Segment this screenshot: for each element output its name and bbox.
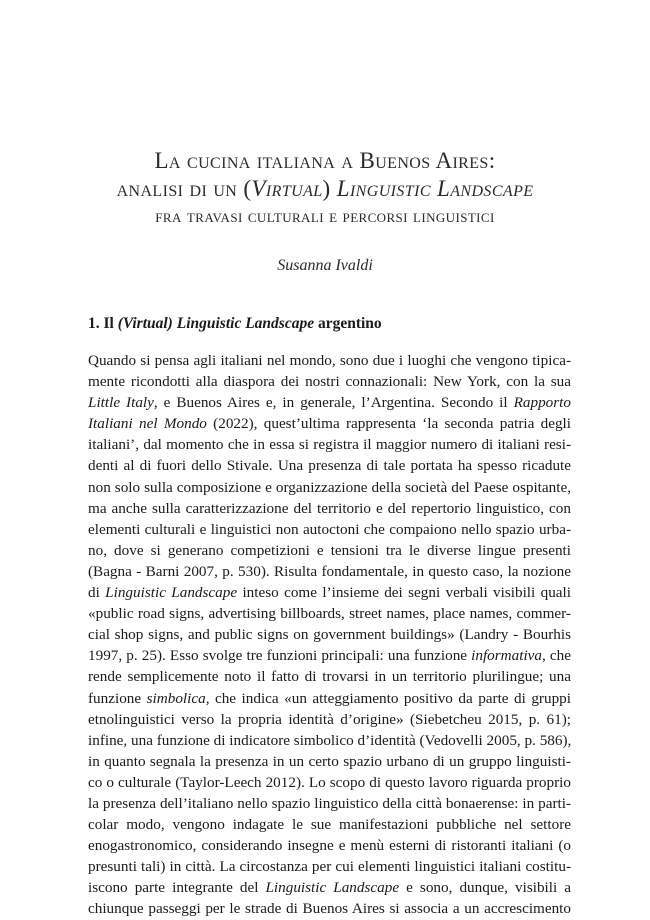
body-line: (Bagna - Barni 2007, p. 530). Risulta fondamentale, in questo caso, la nozione <box>88 562 571 580</box>
body-italic: simbolica <box>146 689 206 707</box>
body-line: denti al di fuori dello Stivale. Una presenza di tale portata ha spesso ricadute <box>88 457 571 475</box>
body-text-run: , e Buenos Aires e, in generale, l’Argentina. Secondo il <box>153 394 514 412</box>
body-text-run: , che indica «un atteggiamento positivo da parte di gruppi <box>205 689 571 707</box>
body-line: «public road signs, advertising billboards, street names, place names, commer- <box>88 605 571 623</box>
section-heading-rest: argentino <box>314 315 382 332</box>
body-line <box>88 877 571 898</box>
body-line: no, dove si generano competizioni e tensioni tra le diverse lingue presenti <box>88 541 571 559</box>
body-line: infine, una funzione di indicatore simbolico d’identità (Vedovelli 2005, p. 586), <box>88 731 572 749</box>
section-heading-italic: (Virtual) Linguistic Landscape <box>117 315 315 332</box>
title-line-3: fra travasi culturali e percorsi linguistici <box>155 206 495 227</box>
title-line-2-pre: analisi di un ( <box>116 176 252 201</box>
title-linguistic-landscape: Linguistic Landscape <box>336 176 534 201</box>
body-line: cial shop signs, and public signs on government buildings» (Landry - Bourhis <box>88 626 571 644</box>
body-line: italiani’, dal momento che in essa si registra il maggior numero di italiani resi- <box>88 436 571 454</box>
body-line: Quando si pensa agli italiani nel mondo, sono due i luoghi che vengono tipica- <box>88 352 571 369</box>
body-line <box>88 645 571 666</box>
body-line: la presenza dell’italiano nello spazio linguistico della città bonaerense: in parti- <box>88 794 571 812</box>
section-number: 1. Il <box>88 315 118 332</box>
title-line-1: La cucina italiana a Buenos Aires: <box>154 148 496 173</box>
body-line: etnolinguistici verso la propria identità d’origine» (Siebetcheu 2015, p. 61); <box>88 710 571 728</box>
body-text-run: , che <box>542 647 571 665</box>
body-italic: informativa <box>471 647 543 665</box>
body-line: presunti tali) in città. La circostanza per cui elementi linguistici italiani costitu- <box>88 858 571 876</box>
body-line: non solo sulla composizione e organizzazione della società del Paese ospitante, <box>88 478 571 496</box>
title-line-2-mid: ) <box>322 176 337 201</box>
body-line: in quanto segnala la presenza in un certo spazio urbano di un gruppo linguisti- <box>88 752 571 770</box>
body-text-run: inteso come l’insieme dei segni verbali visibili quali <box>237 584 571 602</box>
body-italic: Italiani nel Mondo <box>88 415 207 433</box>
body-text-run: e sono, dunque, visibili a <box>399 879 571 897</box>
body-text-run: iscono parte integrante del <box>88 879 266 897</box>
title-virtual: Virtual <box>251 176 323 201</box>
body-line <box>88 413 571 434</box>
body-line: co o culturale (Taylor-Leech 2012). Lo scopo di questo lavoro riguarda proprio <box>88 773 571 791</box>
body-italic: Linguistic Landscape <box>105 584 238 602</box>
body-line: mente ricondotti alla diaspora dei nostri connazionali: New York, con la sua <box>88 373 571 391</box>
body-line <box>88 582 571 603</box>
title-line-2 <box>0 175 650 203</box>
section-heading <box>88 315 382 333</box>
body-line <box>88 688 571 709</box>
body-italic: Rapporto <box>513 394 571 412</box>
body-text-run: (2022), quest’ultima rappresenta ‘la seconda patria degli <box>206 415 571 433</box>
body-line <box>88 392 571 413</box>
body-paragraph <box>88 350 571 920</box>
body-line: elementi culturali e linguistici non autoctoni che compaiono nello spazio urba- <box>88 520 571 538</box>
body-line: chiunque passeggi per le strade di Buenos Aires si associa a un accrescimento <box>88 900 571 918</box>
body-italic: Linguistic Landscape <box>265 879 400 897</box>
author-name: Susanna Ivaldi <box>277 257 373 274</box>
body-italic: Little Italy <box>88 394 154 412</box>
body-line: ma anche sulla caratterizzazione del territorio e del repertorio linguistico, con <box>88 499 571 517</box>
body-line: enogastronomico, considerando insegne e menù esterni di ristoranti italiani (o <box>88 837 571 855</box>
body-line: colar modo, vengono indagate le sue manifestazioni pubbliche nel settore <box>88 816 571 834</box>
body-text-run: 1997, p. 25). Esso svolge tre funzioni principali: una funzione <box>88 647 472 665</box>
body-text-run: di <box>88 584 106 602</box>
article-title <box>0 147 650 231</box>
body-text-run: funzione <box>88 689 147 707</box>
body-line: rende semplicemente noto il fatto di trovarsi in un territorio plurilingue; una <box>88 668 571 686</box>
